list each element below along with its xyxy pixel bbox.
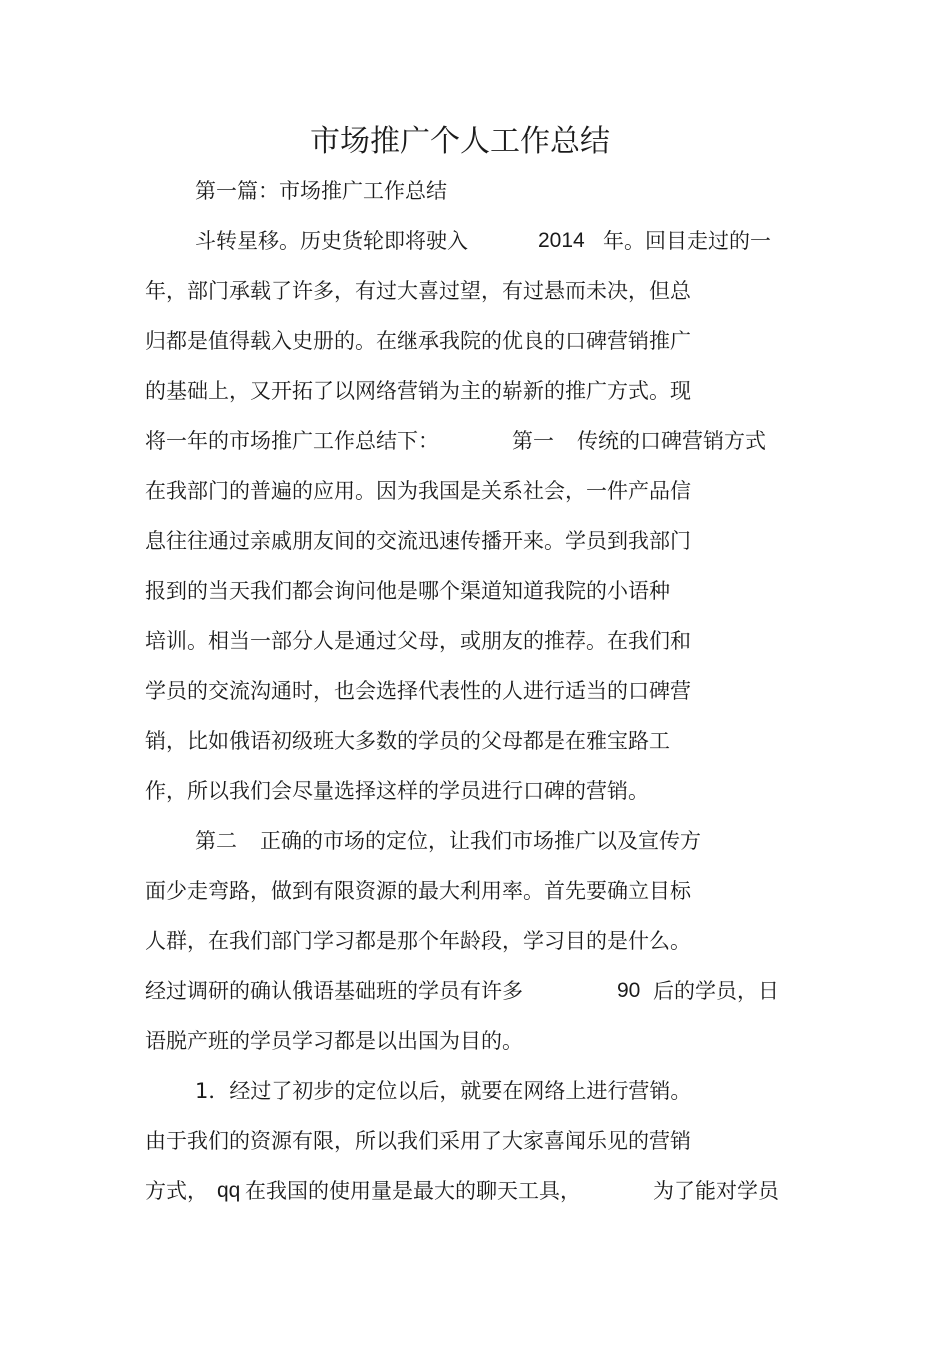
section-heading: 第一篇：市场推广工作总结 <box>195 179 447 203</box>
paragraph-line: 将一年的市场推广工作总结下： 第一 传统的口碑营销方式 <box>145 429 766 453</box>
qq-text: qq <box>217 1179 241 1202</box>
paragraph-line: 报到的当天我们都会询问他是哪个渠道知道我院的小语种 <box>145 579 670 603</box>
document-title: 市场推广个人工作总结 <box>310 124 610 159</box>
paragraph-line: 作，所以我们会尽量选择这样的学员进行口碑的营销。 <box>145 779 649 803</box>
paragraph-line: 1．经过了初步的定位以后，就要在网络上进行营销。 <box>195 1079 692 1103</box>
paragraph-line: 语脱产班的学员学习都是以出国为目的。 <box>145 1029 523 1053</box>
paragraph-line: 第二 正确的市场的定位，让我们市场推广以及宣传方 <box>195 829 701 853</box>
year-number: 2014 <box>538 229 585 252</box>
paragraph-line: 方式， qq 在我国的使用量是最大的聊天工具， 为了能对学员 <box>145 1176 208 1206</box>
paragraph-line: 斗转星移。历史货轮即将驶入 2014 年。回目走过的一 <box>195 226 468 256</box>
paragraph-line: 的基础上，又开拓了以网络营销为主的崭新的推广方式。现 <box>145 379 691 403</box>
paragraph-line: 归都是值得载入史册的。在继承我院的优良的口碑营销推广 <box>145 329 691 353</box>
paragraph-line: 销，比如俄语初级班大多数的学员的父母都是在雅宝路工 <box>145 729 670 753</box>
paragraph-line: 人群，在我们部门学习都是那个年龄段，学习目的是什么。 <box>145 929 691 953</box>
paragraph-line: 由于我们的资源有限，所以我们采用了大家喜闻乐见的营销 <box>145 1129 691 1153</box>
paragraph-line: 经过调研的确认俄语基础班的学员有许多 90 后的学员，日 <box>145 976 523 1006</box>
paragraph-line: 在我部门的普遍的应用。因为我国是关系社会，一件产品信 <box>145 479 691 503</box>
paragraph-line: 学员的交流沟通时，也会选择代表性的人进行适当的口碑营 <box>145 679 691 703</box>
paragraph-line: 面少走弯路，做到有限资源的最大利用率。首先要确立目标 <box>145 879 691 903</box>
age-number: 90 <box>617 979 641 1002</box>
paragraph-line: 培训。相当一部分人是通过父母，或朋友的推荐。在我们和 <box>145 629 691 653</box>
paragraph-line: 年，部门承载了许多，有过大喜过望，有过悬而未决，但总 <box>145 279 691 303</box>
paragraph-line: 息往往通过亲戚朋友间的交流迅速传播开来。学员到我部门 <box>145 529 691 553</box>
